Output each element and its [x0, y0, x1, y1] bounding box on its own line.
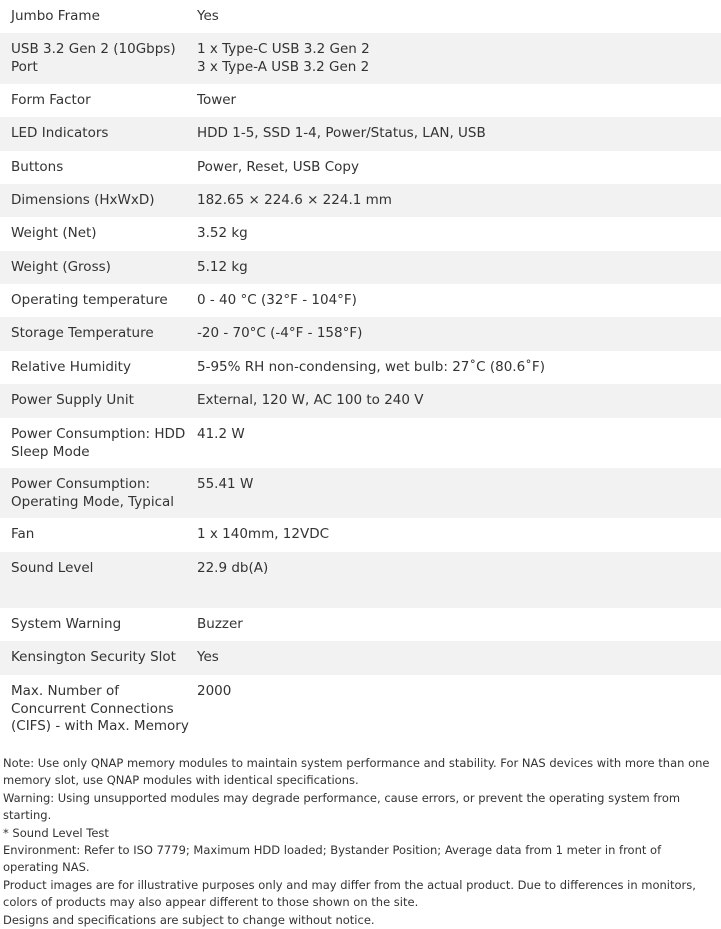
spec-label-cell [0, 384, 197, 418]
spec-value-cell [197, 675, 721, 743]
spec-label-cell [0, 84, 197, 117]
spec-value: 5-95% RH non-condensing, wet bulb: 27˚C (80.6˚F) [197, 359, 545, 375]
spec-value: Buzzer [197, 616, 243, 632]
spec-row [0, 217, 721, 251]
spec-label-cell [0, 608, 197, 641]
spec-row [0, 251, 721, 284]
spec-value: Yes [197, 8, 219, 24]
spec-value: 0 - 40 °C (32°F - 104°F) [197, 292, 357, 308]
spec-label: Jumbo Frame [11, 8, 100, 24]
note-memory-modules: Note: Use only QNAP memory modules to maintain system performance and stability. For NAS devices with more than one memory slot, use QNAP modules with identical specifications. [3, 756, 710, 788]
spec-label-cell [0, 251, 197, 284]
spec-label-cell [0, 317, 197, 351]
spec-label-cell [0, 151, 197, 184]
product-images-disclaimer: Product images are for illustrative purposes only and may differ from the actual product. Due to differences in monitors, colors of products may also appear different to those shown on the site. [3, 877, 696, 910]
spec-label-cell [0, 641, 197, 675]
spec-row [0, 284, 721, 317]
spec-label-cell [0, 351, 197, 384]
spec-row [0, 151, 721, 184]
spec-value: 5.12 kg [197, 259, 248, 275]
spec-value: 55.41 W [197, 476, 254, 492]
spec-row [0, 351, 721, 384]
spec-label-cell [0, 117, 197, 151]
spec-value-cell [197, 608, 721, 641]
spec-value-cell [197, 251, 721, 284]
spec-label: Kensington Security Slot [11, 649, 176, 665]
spec-label: System Warning [11, 616, 122, 632]
sound-level-test-note: * Sound Level Test [3, 825, 109, 840]
spec-label-cell [0, 184, 197, 217]
spec-value: 41.2 W [197, 426, 245, 442]
spec-label: USB 3.2 Gen 2 (10Gbps) Port [11, 41, 176, 75]
spec-row [0, 184, 721, 217]
spec-label: Fan [11, 526, 35, 542]
spec-row [0, 518, 721, 552]
spec-row [0, 552, 721, 608]
spec-value-cell [197, 151, 721, 184]
spec-label-cell [0, 217, 197, 251]
spec-label: Sound Level [11, 560, 94, 576]
spec-value-cell [197, 384, 721, 418]
footnotes [0, 743, 721, 929]
spec-value-cell [197, 351, 721, 384]
spec-label: Relative Humidity [11, 359, 131, 375]
spec-label-cell [0, 468, 197, 518]
spec-label-cell [0, 33, 197, 84]
spec-value-cell [197, 518, 721, 552]
spec-label: Form Factor [11, 92, 91, 108]
spec-value-cell [197, 184, 721, 217]
spec-label: Storage Temperature [11, 325, 154, 341]
spec-row [0, 384, 721, 418]
spec-value: -20 - 70°C (-4°F - 158°F) [197, 325, 363, 341]
spec-label: Buttons [11, 159, 64, 175]
spec-value-cell [197, 552, 721, 608]
spec-label: Power Supply Unit [11, 392, 134, 408]
spec-value: Yes [197, 649, 219, 665]
spec-label-cell [0, 0, 197, 33]
spec-row [0, 418, 721, 468]
spec-row [0, 608, 721, 641]
warning-unsupported-modules: Warning: Using unsupported modules may degrade performance, cause errors, or prevent the operating system from starting. [3, 790, 681, 823]
spec-label: Power Consumption: HDD Sleep Mode [11, 426, 186, 460]
spec-row [0, 33, 721, 84]
spec-label-cell [0, 518, 197, 552]
spec-row [0, 468, 721, 518]
spec-label: Power Consumption: Operating Mode, Typical [11, 476, 175, 510]
spec-label-cell [0, 284, 197, 317]
spec-value-cell [197, 33, 721, 84]
spec-value-cell [197, 418, 721, 468]
spec-value-cell [197, 0, 721, 33]
spec-value-cell [197, 284, 721, 317]
spec-value-cell [197, 317, 721, 351]
spec-row [0, 117, 721, 151]
spec-label: Max. Number of Concurrent Connections (CIFS) - with Max. Memory [11, 683, 189, 734]
environment-note: Environment: Refer to ISO 7779; Maximum HDD loaded; Bystander Position; Average data from 1 meter in front of operating NAS. [3, 843, 662, 875]
spec-value: 1 x 140mm, 12VDC [197, 526, 330, 542]
spec-label-cell [0, 552, 197, 608]
spec-value: Power, Reset, USB Copy [197, 159, 359, 175]
spec-value: 182.65 × 224.6 × 224.1 mm [197, 192, 392, 208]
spec-row [0, 317, 721, 351]
spec-value: Tower [197, 92, 237, 108]
spec-row [0, 0, 721, 33]
spec-value: 22.9 db(A) [197, 560, 269, 576]
spec-label: Weight (Gross) [11, 259, 111, 275]
designs-disclaimer: Designs and specifications are subject to change without notice. [3, 912, 375, 927]
spec-row [0, 675, 721, 743]
spec-row [0, 641, 721, 675]
spec-row [0, 84, 721, 117]
spec-label: Weight (Net) [11, 225, 97, 241]
spec-value: HDD 1-5, SSD 1-4, Power/Status, LAN, USB [197, 125, 486, 141]
spec-value-cell [197, 117, 721, 151]
spec-label: Dimensions (HxWxD) [11, 192, 155, 208]
spec-label: Operating temperature [11, 292, 168, 308]
spec-value: 2000 [197, 683, 232, 699]
spec-label: LED Indicators [11, 125, 109, 141]
spec-value-cell [197, 468, 721, 518]
spec-value-cell [197, 217, 721, 251]
spec-label-cell [0, 675, 197, 743]
spec-value-cell [197, 641, 721, 675]
spec-value: 3.52 kg [197, 225, 248, 241]
spec-value: 1 x Type-C USB 3.2 Gen 2 3 x Type-A USB 3.2 Gen 2 [197, 41, 370, 75]
spec-value: External, 120 W, AC 100 to 240 V [197, 392, 424, 408]
spec-label-cell [0, 418, 197, 468]
spec-value-cell [197, 84, 721, 117]
